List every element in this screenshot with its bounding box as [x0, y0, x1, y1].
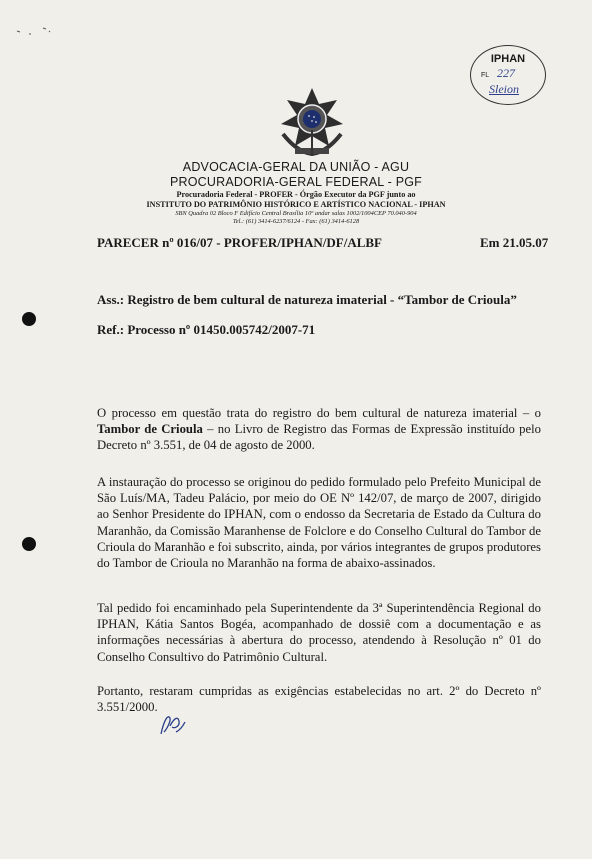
stamp-fl-label: FL: [481, 72, 490, 79]
header-pgf: PROCURADORIA-GERAL FEDERAL - PGF: [169, 175, 423, 189]
reference-line: Ref.: Processo nº 01450.005742/2007-71: [97, 322, 316, 337]
subject-line: Ass.: Registro de bem cultural de natureza imaterial - “Tambor de Crioula”: [97, 292, 517, 307]
paragraph-1-start: O processo em questão trata do registro do bem cultural de natureza imaterial – o: [97, 406, 541, 420]
header-address: SBN Quadra 02 Bloco F Edifício Central Brasília 10º andar salas 1002/1004CEP 70.040-904: [175, 210, 417, 217]
punch-hole-top: [22, 312, 36, 326]
header-iphan: INSTITUTO DO PATRIMÔNIO HISTÓRICO E ARTÍSTICO NACIONAL - IPHAN: [146, 200, 446, 209]
iphan-page-stamp: [470, 45, 546, 105]
punch-hole-bottom: [22, 537, 36, 551]
parecer-number: PARECER nº 016/07 - PROFER/IPHAN/DF/ALBF: [97, 235, 382, 250]
document-date: Em 21.05.07: [480, 235, 549, 250]
paragraph-3: Tal pedido foi encaminhado pela Superintendente da 3ª Superintendência Regional do IPHAN, Kátia Santos Bogéa, acompanhado de dossiê com a documentação e as informações necessárias à abertura do processo, atendendo à Resolução nº 01 do Conselho Consultivo do Patrimônio Cultural.: [97, 601, 541, 664]
scan-speck-icon: [15, 25, 55, 37]
stamp-page-number: 227: [497, 66, 515, 80]
header-agu: ADVOCACIA-GERAL DA UNIÃO - AGU: [182, 160, 410, 174]
paragraph-4: Portanto, restaram cumpridas as exigências estabelecidas no art. 2º do Decreto nº 3.551/2000.: [97, 684, 541, 715]
header-profer: Procuradoria Federal - PROFER - Órgão Executor da PGF junto ao: [176, 190, 416, 199]
handwritten-initials-icon: [158, 712, 188, 738]
paragraph-1-end: – no Livro de Registro das Formas de Expressão instituído pelo Decreto nº 3.551, de 04 de agosto de 2000.: [97, 422, 541, 453]
brazil-coat-of-arms-icon: [277, 86, 347, 158]
stamp-title: IPHAN: [490, 53, 526, 65]
paragraph-1-bold: Tambor de Crioula: [97, 422, 203, 437]
paragraph-2: A instauração do processo se originou do pedido formulado pelo Prefeito Municipal de São Luís/MA, Tadeu Palácio, por meio do OE Nº 142/07, de março de 2007, dirigido ao Senhor Presidente do IPHAN, com o endosso da Secretaria de Estado da Cultura do Maranhão, da Comissão Maranhense de Folclore e do Conselho Cultural do Tambor de Crioula do Maranhão e foi subscrito, ainda, por vários integrantes de grupos produtores do Tambor de Crioula no Maranhão na forma de abaixo-assinados.: [97, 475, 541, 571]
header-phone: Tel.: (61) 3414-6237/6124 - Fax: (61) 3414-6128: [232, 218, 360, 225]
stamp-signature: Sleion: [489, 82, 519, 96]
paragraph-1: [97, 405, 541, 454]
